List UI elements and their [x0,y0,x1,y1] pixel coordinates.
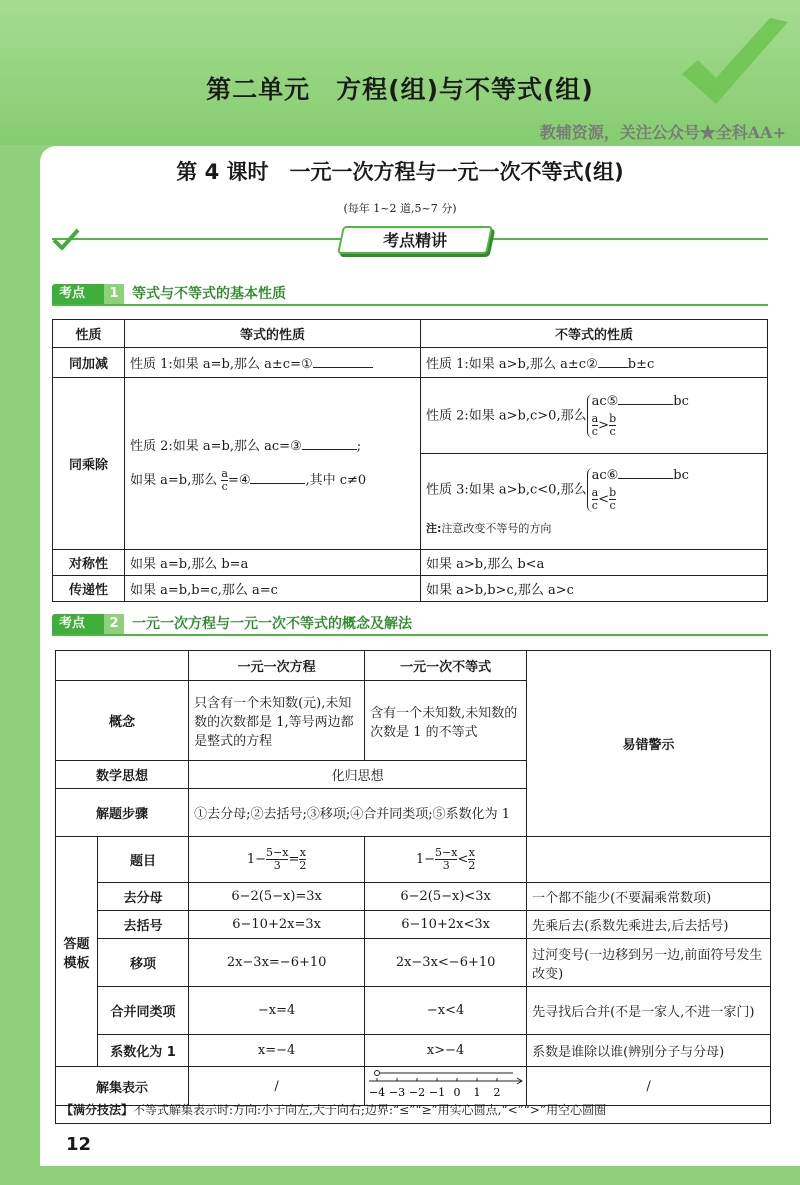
steps: ①去分母;②去括号;③移项;④合并同类项;⑤系数化为 1 [189,789,527,837]
q-ineq [365,837,527,883]
r1-ineq-end: b±c [627,357,655,372]
frac-den: c [221,479,228,493]
solving-table [55,650,771,1106]
concept-label: 概念 [56,681,189,761]
thought-label: 数学思想 [56,761,189,789]
section-banner-label: 考点精讲 [383,231,448,250]
blank-6 [618,478,673,479]
s5-ineq: x>−4 [365,1035,527,1067]
tick-label-4: 0 [453,1086,461,1099]
blank-4 [250,483,305,484]
r2-eq1-end: ; [356,438,362,454]
q-ineq-mid: < [457,852,469,867]
t2-corner [56,651,189,681]
check-tick-icon [52,228,80,250]
s1-label: 去分母 [98,883,189,911]
r2-ineq1-end: bc [673,393,689,409]
r2-ineq1-top: ac⑤ [591,393,619,409]
r1-label: 同加减 [53,348,125,378]
r4-eq: 如果 a=b,b=c,那么 a=c [125,576,421,602]
frac-den: c [591,498,598,512]
tip-text: 不等式解集表示时:方向:小于向左,大于向右;边界:“≤”“≥”用实心圆点,“<”“>”用空心圆圈 [133,1103,607,1117]
kp1-title: 等式与不等式的基本性质 [132,286,286,302]
r4-label: 传递性 [53,576,125,602]
side-band [0,146,40,1185]
lesson-subtitle: (每年 1~2 道,5~7 分) [343,202,457,215]
s1-warn: 一个都不能少(不要漏乘常数项) [527,883,771,911]
r2-ineq2-end: bc [673,467,689,483]
r2-ineq2-top: ac⑥ [591,467,619,483]
tip-box [55,1098,771,1124]
q-den: 3 [273,859,281,872]
frac-num: a [591,411,599,425]
frac-num: a [591,485,599,499]
section-banner [337,226,493,254]
frac-den: c [609,498,616,512]
frac-b-c-1 [609,413,616,438]
t2-h-eq: 一元一次方程 [189,651,365,681]
gt-sign: > [598,417,610,433]
unit-title: 第二单元 方程(组)与不等式(组) [206,75,594,104]
r3-ineq: 如果 a>b,那么 b<a [421,550,768,576]
concept-eq: 只含有一个未知数(元),未知数的次数都是 1,等号两边都是整式的方程 [189,681,365,761]
tick-label-2: −2 [409,1086,426,1099]
s3-warn: 过河变号(一边移到另一边,前面符号发生改变) [527,939,771,987]
s1-eq: 6−2(5−x)=3x [189,883,365,911]
s2-label: 去括号 [98,911,189,939]
q-eq [189,837,365,883]
brace-1 [587,394,689,438]
r2-ineq1-text: 性质 2:如果 a>b,c>0,那么 [426,408,587,423]
bottom-band [0,1166,800,1185]
template-label: 答题模板 [56,837,98,1067]
tick-label-5: 1 [473,1086,481,1099]
s1-ineq: 6−2(5−x)<3x [365,883,527,911]
r2-eq2-b: =④ [227,472,251,488]
q-num: 5−x [266,846,289,859]
tick-label-6: 2 [493,1086,501,1099]
page-number: 12 [66,1134,92,1155]
s3-label: 移项 [98,939,189,987]
frac-num: a [221,466,228,480]
s4-eq: −x=4 [189,987,365,1035]
s4-warn: 先寻找后合并(不是一家人,不进一家门) [527,987,771,1035]
number-line [365,1067,525,1101]
tick-label-1: −3 [389,1086,406,1099]
properties-table [52,319,768,602]
blank-3 [302,449,357,450]
th-eq: 等式的性质 [125,320,421,348]
tick-label-3: −1 [429,1086,446,1099]
r1-eq [125,348,421,378]
th-ineq: 不等式的性质 [421,320,768,348]
r1-ineq [421,348,768,378]
q-eq-pre: 1− [246,852,267,867]
sol-eq: / [189,1067,365,1106]
r3-eq: 如果 a=b,那么 b=a [125,550,421,576]
kp2-header [52,614,768,636]
frac-num: b [609,411,617,425]
q-eq-mid: = [288,852,300,867]
frac-den: c [609,424,616,438]
s2-ineq: 6−10+2x<3x [365,911,527,939]
th-prop: 性质 [53,320,125,348]
kp1-header [52,284,768,306]
q-eq-frac-left [266,847,288,872]
q-ineq-pre: 1− [415,852,436,867]
q-warn [527,837,771,883]
solution-ray [377,1073,513,1075]
note-text: 注意改变不等号的方向 [441,521,552,535]
s5-warn: 系数是谁除以谁(辨别分子与分母) [527,1035,771,1067]
r2-eq2-c: ,其中 c≠0 [305,472,367,488]
r2-eq1: 性质 2:如果 a=b,那么 ac=③ [130,438,302,454]
q-rn: x [468,846,475,859]
thought: 化归思想 [189,761,527,789]
s3-eq: 2x−3x=−6+10 [189,939,365,987]
r3-label: 对称性 [53,550,125,576]
sol-warn: / [527,1067,771,1106]
s4-ineq: −x<4 [365,987,527,1035]
q-eq-frac-right [299,847,306,872]
blank-5 [618,404,673,405]
kp1-num: 1 [104,284,124,304]
frac-den: c [591,424,598,438]
q-ineq-frac-right [468,847,475,872]
r2-eq2-a: 如果 a=b,那么 [130,472,218,488]
r2-ineq1 [421,378,768,454]
note-label: 注: [426,521,442,535]
r2-label: 同乘除 [53,378,125,550]
brace-2 [587,468,689,512]
r2-ineq2-text: 性质 3:如果 a>b,c<0,那么 [426,482,587,497]
q-label: 题目 [98,837,189,883]
blank-2 [598,367,628,368]
kp2-num: 2 [104,614,124,634]
s4-label: 合并同类项 [98,987,189,1035]
concept-ineq: 含有一个未知数,未知数的次数是 1 的不等式 [365,681,527,761]
s3-ineq: 2x−3x<−6+10 [365,939,527,987]
tick-label-0: −4 [369,1086,386,1099]
r2-eq [125,378,421,550]
q-num: 5−x [435,846,458,859]
q-ineq-frac-left [435,847,457,872]
lt-sign: < [598,491,610,507]
q-rd: 2 [468,859,476,872]
r2-ineq2 [421,454,768,550]
t2-h-ineq: 一元一次不等式 [365,651,527,681]
watermark: 教辅资源，关注公众号★全科AA+ [539,123,786,142]
kp1-tag: 考点 [52,284,122,304]
tip-label: 【满分技法】 [61,1103,134,1117]
s5-eq: x=−4 [189,1035,365,1067]
frac-b-c-2 [609,487,616,512]
q-rn: x [299,846,306,859]
q-den: 3 [442,859,450,872]
sol-label: 解集表示 [56,1067,189,1106]
s2-warn: 先乘后去(系数先乘进去,后去括号) [527,911,771,939]
open-circle-marker [375,1071,380,1076]
r1-eq-text: 性质 1:如果 a=b,那么 a±c=① [130,357,313,372]
q-rd: 2 [299,859,307,872]
t2-h-warn: 易错警示 [527,651,771,837]
r1-ineq-text: 性质 1:如果 a>b,那么 a±c② [426,357,598,372]
kp2-tag: 考点 [52,614,122,634]
frac-num: b [609,485,617,499]
s5-label: 系数化为 1 [98,1035,189,1067]
blank-1 [313,367,373,368]
steps-label: 解题步骤 [56,789,189,837]
kp2-title: 一元一次方程与一元一次不等式的概念及解法 [132,616,412,632]
lesson-title: 第 4 课时 一元一次方程与一元一次不等式(组) [176,160,624,184]
s2-eq: 6−10+2x=3x [189,911,365,939]
r4-ineq: 如果 a>b,b>c,那么 a>c [421,576,768,602]
